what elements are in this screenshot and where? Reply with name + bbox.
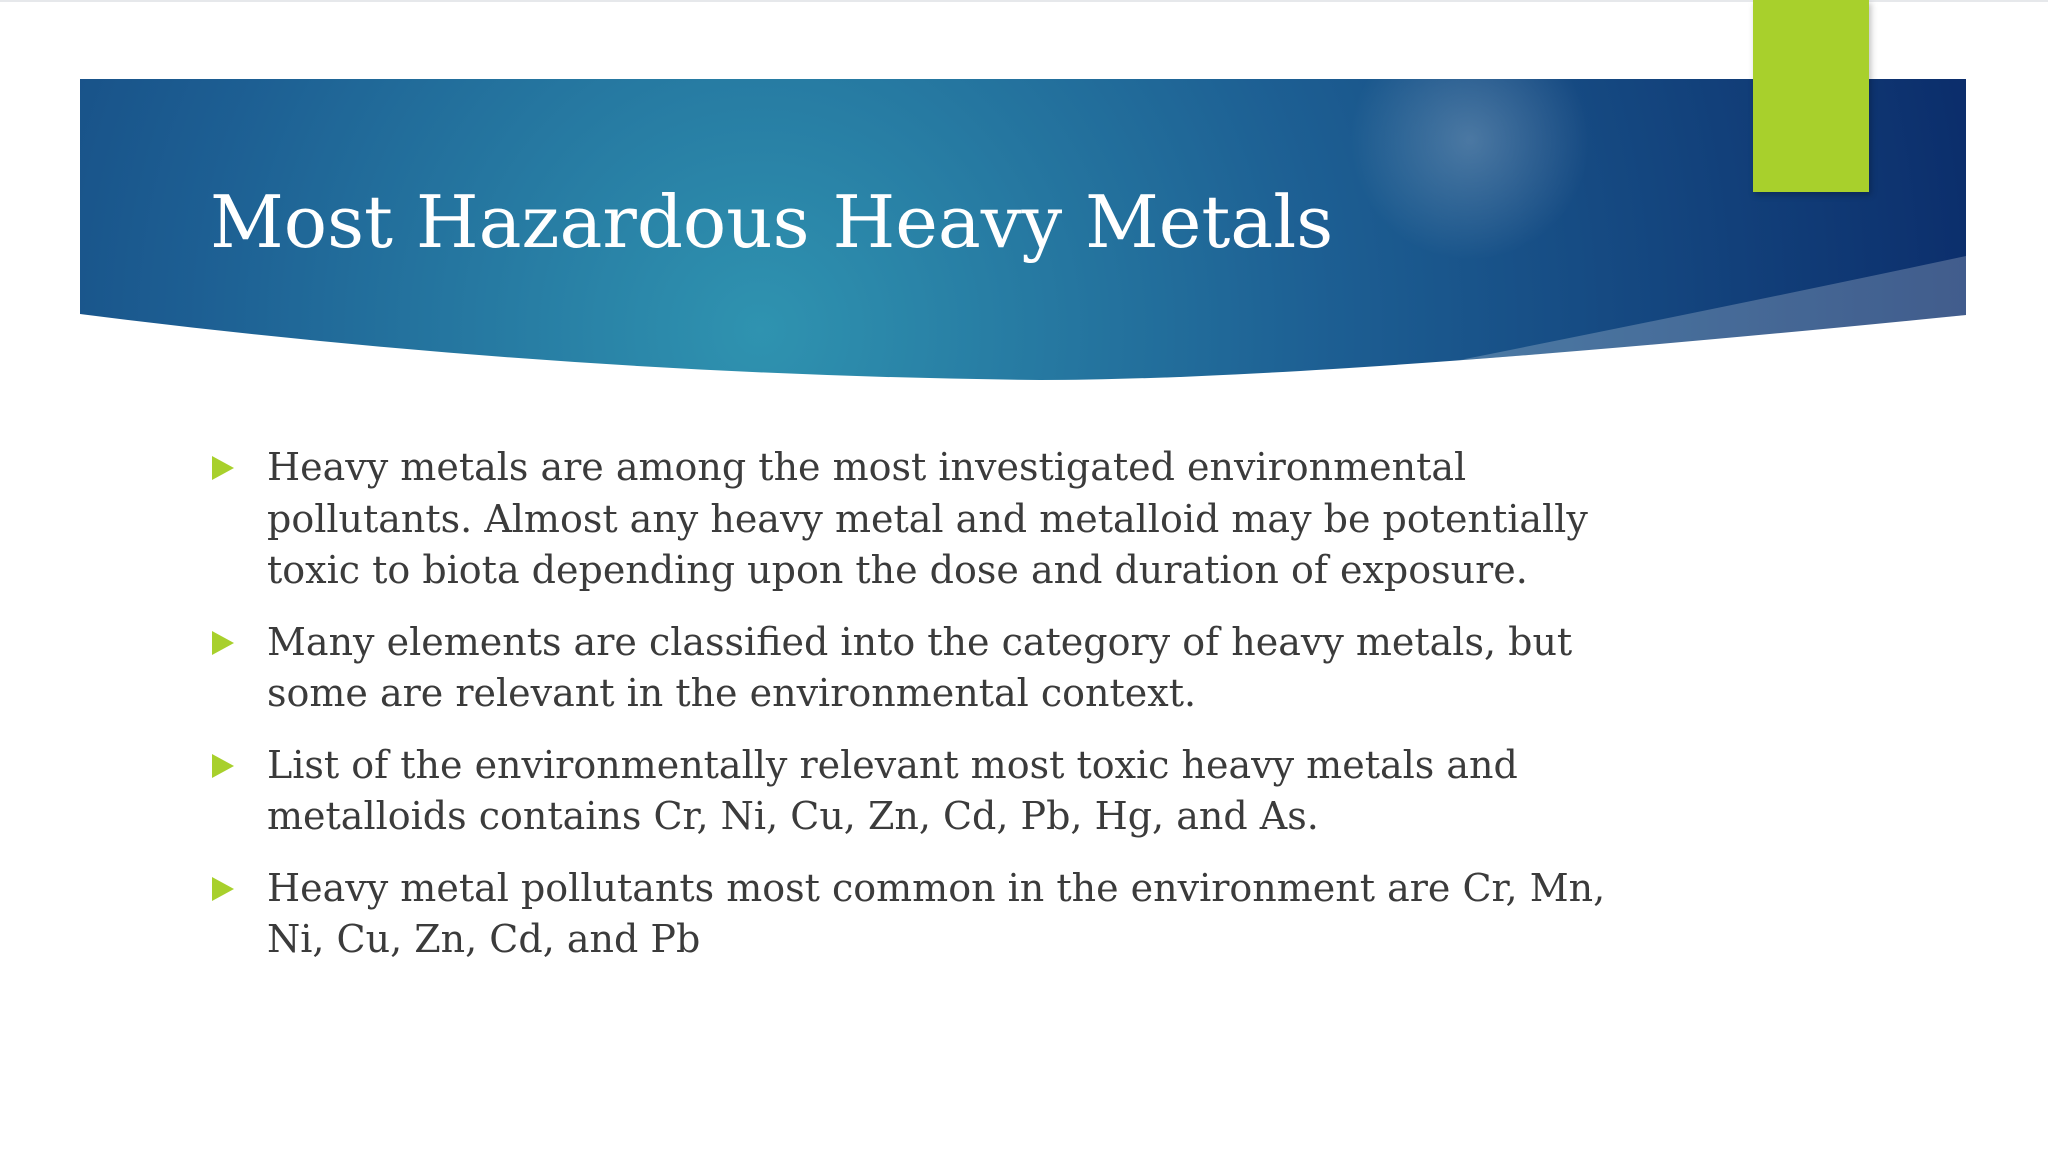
accent-tab <box>1753 0 1869 192</box>
bullet-text: Many elements are classified into the category of heavy metals, but some are relevant in the environmental context. <box>267 619 1573 715</box>
slide-title: Most Hazardous Heavy Metals <box>210 180 1334 264</box>
triangle-right-icon <box>212 456 234 480</box>
bullet-text: Heavy metal pollutants most common in the environment are Cr, Mn, Ni, Cu, Zn, Cd, and Pb <box>267 865 1606 961</box>
triangle-right-icon <box>212 631 234 655</box>
bullet-item <box>210 863 1650 966</box>
bullet-text: List of the environmentally relevant most toxic heavy metals and metalloids contains Cr, Ni, Cu, Zn, Cd, Pb, Hg, and As. <box>267 742 1518 838</box>
bullet-text: Heavy metals are among the most investigated environmental pollutants. Almost any heavy metal and metalloid may be potentially toxic to biota depending upon the dose and duration of exposure. <box>267 445 1588 592</box>
bullet-item <box>210 442 1650 597</box>
bullet-item <box>210 617 1650 720</box>
triangle-right-icon <box>212 877 234 901</box>
bullet-item <box>210 740 1650 843</box>
triangle-right-icon <box>212 754 234 778</box>
bullet-list <box>210 442 1650 986</box>
